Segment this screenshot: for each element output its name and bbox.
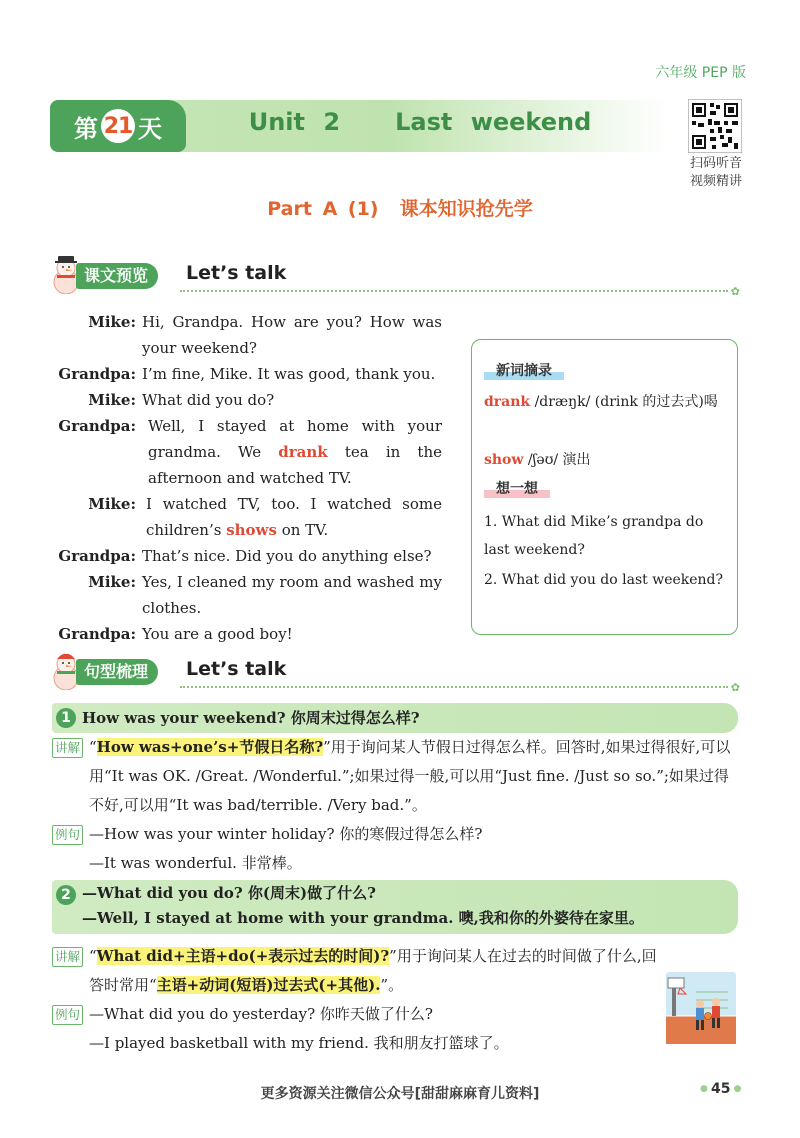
speaker-name: Mike: [88,391,136,409]
example-tag: 例句 [52,825,83,845]
highlight-formula: What did+主语+do(+表示过去的时间)? [96,947,390,965]
pattern-2-bar [52,880,738,934]
speaker-name: Mike: [88,313,136,331]
day-tag [50,100,186,152]
vocab-entry-show [484,446,732,474]
day-number: 21 [101,109,135,143]
new-word-drank: drank [278,443,328,461]
vocab-word: drank [484,394,531,410]
quote-mark: “ [89,947,97,965]
qr-code-icon[interactable] [688,99,742,153]
day-suffix: 天 [138,114,162,143]
dialogue-line [146,491,442,543]
explain-tag: 讲解 [52,738,83,758]
dialogue-text: on TV. [276,521,329,539]
speaker-name: Mike: [88,495,136,513]
pattern-2-explanation-line-2 [89,971,659,1000]
preview-subtitle: Let’s talk [186,262,287,284]
think-question: 1. What did Mike’s grandpa do last weekend? [484,514,704,558]
vocab-entry-drank [484,388,732,416]
pattern-1-explanation [89,733,739,820]
pattern-sentence: How was your weekend? 你周末过得怎么样? [82,709,420,727]
pattern-2-explanation-line-1 [89,942,749,971]
vocab-definition: /dræŋk/ (drink 的过去式)喝 [530,394,718,410]
new-word-shows: shows [226,521,277,539]
patterns-subtitle: Let’s talk [186,658,287,680]
example-tag: 例句 [52,1005,83,1025]
divider [180,290,728,292]
explanation-text: ”。 [380,976,404,994]
qr-caption-line-1: 扫码听音 [689,156,742,171]
explanation-text: ”用于询问某人在过去的时间做了什么,回 [389,947,657,965]
pattern-number: 2 [56,885,76,905]
dialogue-line: I’m fine, Mike. It was good, thank you. [142,365,436,383]
speaker-name: Mike: [88,573,136,591]
vocab-definition: /ʃəʊ/ 演出 [523,452,591,468]
example-sentence: —How was your winter holiday? 你的寒假过得怎么样? [89,825,483,843]
quote-mark: “ [89,738,97,756]
highlight-formula: How was+one’s+节假日名称? [96,738,324,756]
patterns-label: 句型梳理 [76,659,158,685]
highlight-formula: 主语+动词(短语)过去式(+其他). [156,976,381,994]
speaker-name: Grandpa: [58,625,136,643]
think-title: 想一想 [484,480,550,498]
pattern-sentence: —What did you do? 你(周末)做了什么? [82,884,376,902]
preview-label: 课文预览 [76,263,158,289]
dialogue-line: Hi, Grandpa. How are you? How was your weekend? [142,313,442,357]
preview-section-header [50,254,740,298]
pattern-1-bar [52,703,738,733]
dialogue-line: Yes, I cleaned my room and washed my clothes. [142,573,442,617]
page-number: ● 45 ● [700,1081,741,1097]
unit-title: Unit 2 Last weekend [248,108,592,136]
vocab-box [471,339,738,635]
qr-caption-line-2: 视频精讲 [689,174,742,189]
pattern-sentence: —Well, I stayed at home with your grandma. 噢,我和你的外婆待在家里。 [82,909,644,927]
patterns-section-header [50,650,740,694]
speaker-name: Grandpa: [58,365,136,383]
dialogue-text: tea in the afternoon and watched TV. [148,443,442,487]
flower-icon: ✿ [730,681,740,694]
example-sentence: —I played basketball with my friend. 我和朋友打篮球了。 [89,1034,509,1052]
day-prefix: 第 [74,114,98,143]
dialogue-line [148,413,442,491]
dialogue-line: That’s nice. Did you do anything else? [142,547,432,565]
speaker-name: Grandpa: [58,417,136,435]
speaker-name: Grandpa: [58,547,136,565]
think-question: 2. What did you do last weekend? [484,572,724,588]
vocab-word: show [484,452,524,468]
pattern-number: 1 [56,708,76,728]
qr-caption [680,155,752,191]
explanation-text: ”用于询问某人节假日过得怎么样。回答时,如果过得很好,可以用“It was OK. /Great. /Wonderful.”;如果过得一般,可以用“Just fine. /Just so so.”;如果过得不好,可以用“It was bad/terrible. /Very bad.”。 [89,738,731,814]
basketball-illustration [666,972,736,1044]
dialogue-text: Well, I stayed at home with your grandma. We [148,417,442,461]
dialogue [0,309,460,649]
footer-note: 更多资源关注微信公众号[甜甜麻麻育儿资料] [260,1086,540,1102]
divider [180,686,728,688]
dialogue-text: I watched TV, too. I watched some children’s [146,495,442,539]
dialogue-line: You are a good boy! [142,625,293,643]
explanation-text: 答时常用“ [89,976,157,994]
explain-tag: 讲解 [52,947,83,967]
example-sentence: —What did you do yesterday? 你昨天做了什么? [89,1005,433,1023]
part-title: Part A (1) 课本知识抢先学 [267,198,533,220]
example-sentence: —It was wonderful. 非常棒。 [89,854,302,872]
grade-label: 六年级 PEP 版 [655,65,746,81]
new-words-title: 新词摘录 [484,362,564,380]
flower-icon: ✿ [730,285,740,298]
dialogue-line: What did you do? [142,391,275,409]
